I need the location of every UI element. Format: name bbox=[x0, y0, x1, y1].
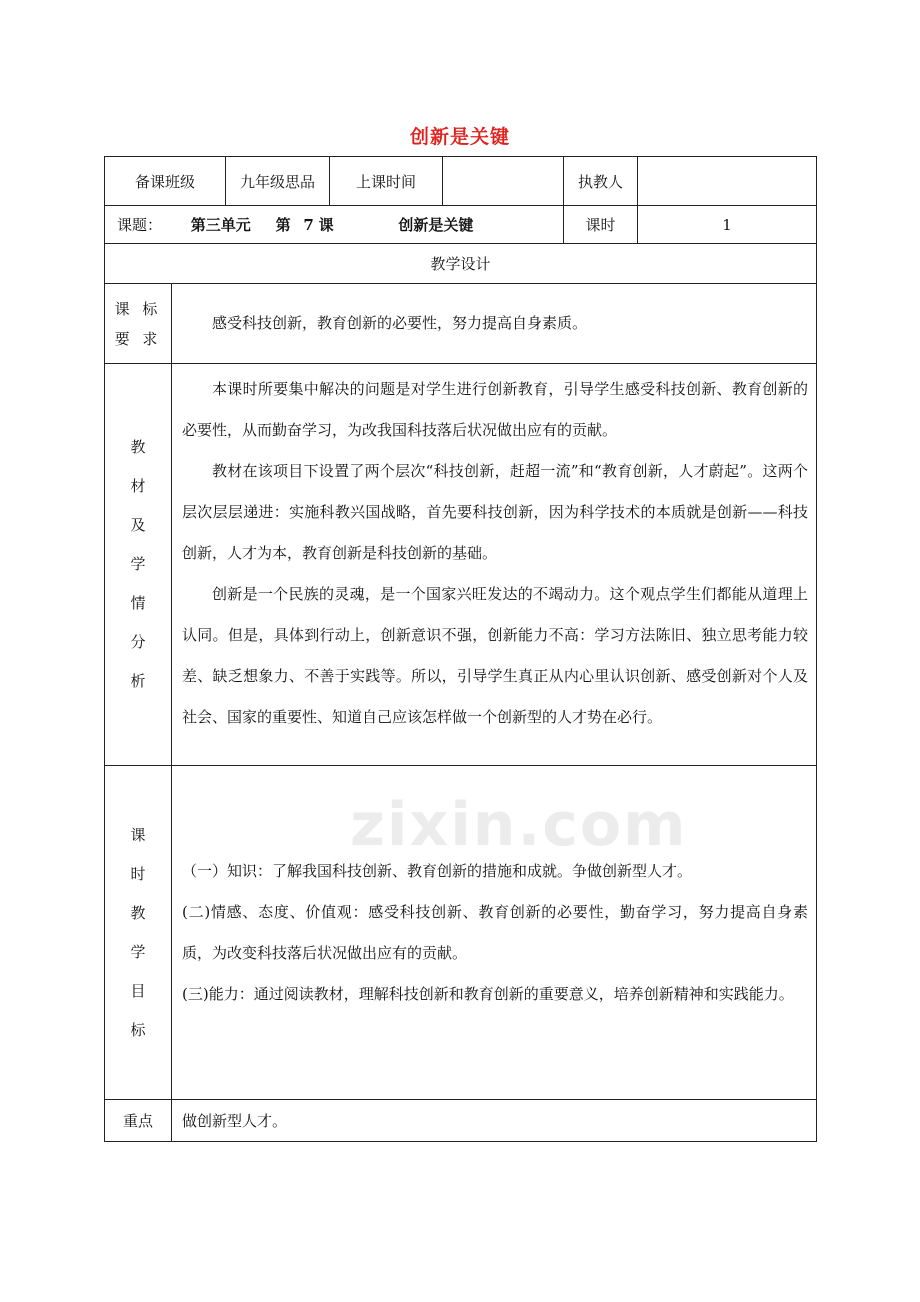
analysis-text-cell bbox=[172, 364, 817, 766]
analysis-label-char: 分 bbox=[130, 633, 146, 651]
key-point-row bbox=[105, 1100, 817, 1142]
topic-name: 创新是关键 bbox=[398, 216, 474, 234]
teacher-value bbox=[638, 157, 817, 206]
topic-label: 课题： bbox=[117, 216, 163, 234]
analysis-paragraph: 创新是一个民族的灵魂，是一个国家兴旺发达的不竭动力。这个观点学生们都能从道理上认同。但是，具体到行动上，创新意识不强，创新能力不高：学习方法陈旧、独立思考能力较差、缺乏想象力、不善于实践等。所以，引导学生真正从内心里认识创新、感受创新对个人及社会、国家的重要性、知道自己应该怎样做一个创新型的人才势在必行。 bbox=[182, 585, 809, 726]
analysis-paragraph: 本课时所要集中解决的问题是对学生进行创新教育，引导学生感受科技创新、教育创新的必要性，从而勤奋学习，为改我国科技落后状况做出应有的贡献。 bbox=[182, 380, 809, 439]
goals-label-char: 教 bbox=[130, 903, 146, 922]
class-value: 九年级思品 bbox=[226, 157, 330, 206]
header-row bbox=[105, 157, 817, 206]
hours-label: 课时 bbox=[564, 206, 638, 244]
design-heading: 教学设计 bbox=[105, 244, 817, 284]
analysis-label bbox=[105, 364, 172, 766]
topic-cell bbox=[105, 206, 564, 244]
analysis-label-char: 及 bbox=[130, 516, 146, 534]
requirements-label-line2: 要 求 bbox=[114, 329, 162, 348]
time-label: 上课时间 bbox=[330, 157, 443, 206]
goals-label-char: 课 bbox=[130, 825, 146, 844]
hours-value: 1 bbox=[638, 206, 817, 244]
goal-item: (三)能力：通过阅读教材，理解科技创新和教育创新的重要意义，培养创新精神和实践能力。 bbox=[182, 984, 794, 1003]
teacher-label: 执教人 bbox=[564, 157, 638, 206]
requirements-label bbox=[105, 284, 172, 364]
goals-label bbox=[105, 766, 172, 1100]
goals-label-char: 时 bbox=[130, 864, 146, 883]
lesson-plan-table bbox=[104, 156, 817, 1142]
time-value bbox=[443, 157, 564, 206]
analysis-label-char: 析 bbox=[130, 672, 146, 690]
topic-unit: 第三单元 bbox=[190, 216, 251, 234]
watermark: zixin.com bbox=[350, 790, 688, 860]
goals-text-cell bbox=[172, 766, 817, 1100]
analysis-label-char: 学 bbox=[130, 555, 146, 573]
design-heading-row bbox=[105, 244, 817, 284]
analysis-paragraph: 教材在该项目下设置了两个层次“科技创新，赶超一流”和“教育创新，人才蔚起”。这两个层次层层递进：实施科教兴国战略，首先要科技创新，因为科学技术的本质就是创新——科技创新，人才为本，教育创新是科技创新的基础。 bbox=[182, 462, 809, 562]
class-label: 备课班级 bbox=[105, 157, 226, 206]
topic-lesson-suffix: 课 bbox=[318, 216, 334, 234]
key-point-label: 重点 bbox=[105, 1100, 172, 1142]
analysis-label-char: 教 bbox=[130, 438, 146, 456]
goals-label-char: 学 bbox=[130, 942, 146, 961]
analysis-row bbox=[105, 364, 817, 766]
requirements-text-cell bbox=[172, 284, 817, 364]
goals-label-char: 标 bbox=[130, 1020, 146, 1039]
goals-label-char: 目 bbox=[130, 981, 146, 1000]
key-point-text: 做创新型人才。 bbox=[172, 1100, 817, 1142]
analysis-label-char: 情 bbox=[130, 594, 146, 612]
topic-lesson: 第 bbox=[275, 216, 291, 234]
document-title: 创新是关键 bbox=[409, 126, 510, 148]
requirements-text: 感受科技创新，教育创新的必要性，努力提高自身素质。 bbox=[212, 314, 588, 332]
analysis-label-char: 材 bbox=[130, 477, 146, 495]
requirements-label-line1: 课 标 bbox=[114, 299, 162, 318]
topic-lesson-number: 7 bbox=[303, 216, 314, 234]
goal-item: （一）知识：了解我国科技创新、教育创新的措施和成就。争做创新型人才。 bbox=[182, 861, 693, 880]
goal-item: (二)情感、态度、价值观：感受科技创新、教育创新的必要性，勤奋学习，努力提高自身素质，为改变科技落后状况做出应有的贡献。 bbox=[182, 902, 809, 962]
topic-row bbox=[105, 206, 817, 244]
goals-row bbox=[105, 766, 817, 1100]
requirements-row bbox=[105, 284, 817, 364]
